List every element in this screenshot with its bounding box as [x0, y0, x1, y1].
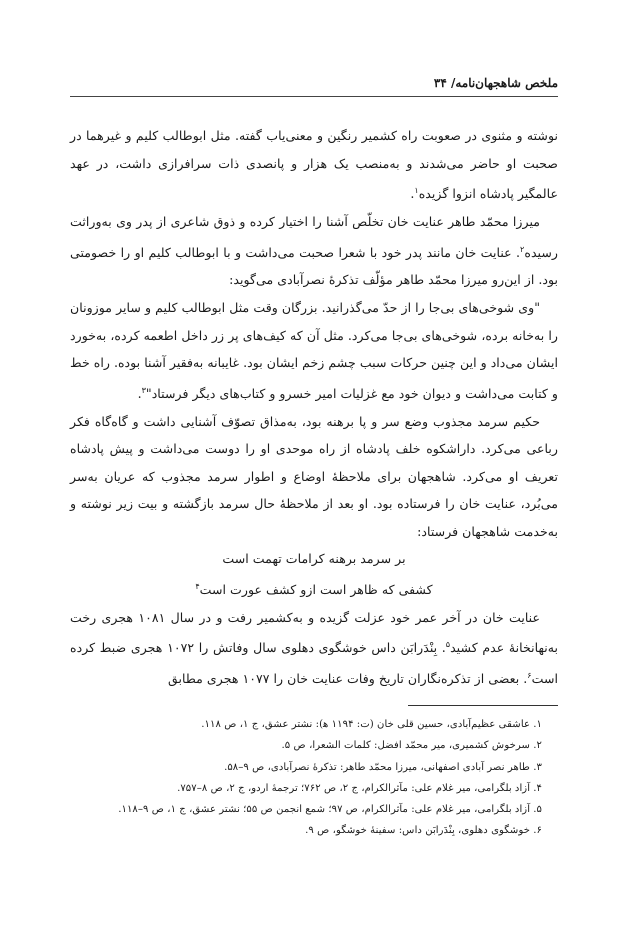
footnote-ref-4: ۴	[195, 582, 200, 592]
footnote-6: ۶. خوشگوی دهلوی، بِنْدَرابَن داس: سفینهٔ خوشگو، ص ۹.	[305, 825, 542, 837]
footnotes	[72, 714, 542, 842]
footnote-ref-6: ۶	[527, 671, 532, 681]
footnote-ref-1: ۱	[414, 186, 419, 196]
verse-line-1: بر سرمد برهنه کرامات تهمت است	[222, 551, 406, 567]
running-header: ملخص شاهجهان‌نامه/ ۳۴	[433, 76, 558, 90]
footnote-5: ۵. آزاد بلگرامی، میر غلام علی: مآثرالکرام، ص ۹۷؛ شمع انجمن ص ۵۵؛ نشتر عشق، ج ۱، ص ۹–۱۱۸.	[118, 804, 542, 816]
footnote-2: ۲. سرخوش کشمیری، میر محمّد افضل: کلمات الشعرا، ص ۵.	[281, 740, 542, 752]
footnote-1: ۱. عاشقی عظیم‌آبادی، حسین قلی خان (ت: ۱۱۹۴ ﻫ): نشتر عشق، ج ۱، ص ۱۱۸.	[201, 719, 542, 730]
body-text	[70, 122, 558, 693]
footnote-4: ۴. آزاد بلگرامی، میر غلام علی: مآثرالکرام، ج ۲، ص ۷۶۲؛ ترجمهٔ اردو، ج ۲، ص ۸–۷۵۷.	[177, 782, 542, 794]
paragraph-2: میرزا محمّد طاهر عنایت خان تخلّص آشنا را اختیار کرده و ذوق شاعری از پدر وی به‌وراثت رسیده$^۲$. عنایت خان مانند پدر خود با شعرا صحبت می‌داشت و با ابوطالب کلیم او را خصومتی بود. از این‌رو میرزا محمّد طاهر مؤلّف تذکرهٔ نصرآبادی می‌گوید:	[70, 213, 558, 288]
paragraph-3: حکیم سرمد مجذوب وضع سر و پا برهنه بود، به‌مذاق تصوّف آشنایی داشت و گاه‌گاه فکر رباعی می‌کرد. داراشکوه خلف پادشاه از راه موحدی او را دوست می‌داشت و پیش پادشاه تعریف او می‌کرد. شاهجهان برای ملاحظهٔ اوضاع و اطوار سرمد مجذوب که عریان به‌سر می‌بُرد، عنایت خان را فرستاده بود. او بعد از ملاحظهٔ حال سرمد بازگشته و بیت زیر نوشته و به‌خدمت شاهجهان فرستاد:	[70, 413, 558, 539]
paragraph-4: عنایت خان در آخر عمر خود عزلت گزیده و به‌کشمیر رفت و در سال ۱۰۸۱ هجری رخت به‌نهانخانهٔ عدم کشید$^۵$. بِنْدَرابَن داس خوشگوی دهلوی سال وفاتش را ۱۰۷۲ هجری ضبط کرده است$^۶$. بعضی از تذکره‌نگاران تاریخ وفات عنایت خان را ۱۰۷۷ هجری مطابق	[70, 609, 559, 687]
footnote-rule	[408, 705, 558, 706]
header-rule	[70, 96, 558, 97]
quotation: "وی شوخی‌های بی‌جا را از حدّ می‌گذرانید. بزرگان وقت مثل ابوطالب کلیم و سایر موزونان را به‌خانه برده، شوخی‌های بی‌جا می‌کرد. مثل آن که کیف‌های پر زر داخل اطعمه کرده، به‌خورد ایشان می‌داد و این چنین حرکات سبب چشم زخم ایشان بود. غایبانه به‌فقیر آشنا بوده. راه خط و کتابت می‌داشت و دیوان خود مع غزلیات امیر خسرو و کتاب‌های دیگر فرستاد"$^۳$.	[70, 299, 558, 401]
footnote-ref-2: ۲	[520, 244, 525, 254]
footnote-ref-3: ۳	[141, 385, 146, 395]
verse-line-2: کشفی که ظاهر است ازو کشف عورت است$^۴$	[195, 582, 433, 598]
paragraph-1: نوشته و مثنوی در صعوبت راه کشمیر رنگین و معنی‌یاب گفته. مثل ابوطالب کلیم و غیرهما در صحبت او حاضر می‌شدند و به‌منصب یک هزار و پانصدی ذات سرافرازی داشت، در عهد عالمگیر پادشاه انزوا گزیده$^۱$.	[70, 128, 558, 202]
footnote-3: ۳. طاهر نصر آبادی اصفهانی، میرزا محمّد طاهر: تذکرهٔ نصرآبادی، ص ۹–۵۸.	[224, 761, 542, 773]
footnote-ref-5: ۵	[445, 640, 451, 650]
